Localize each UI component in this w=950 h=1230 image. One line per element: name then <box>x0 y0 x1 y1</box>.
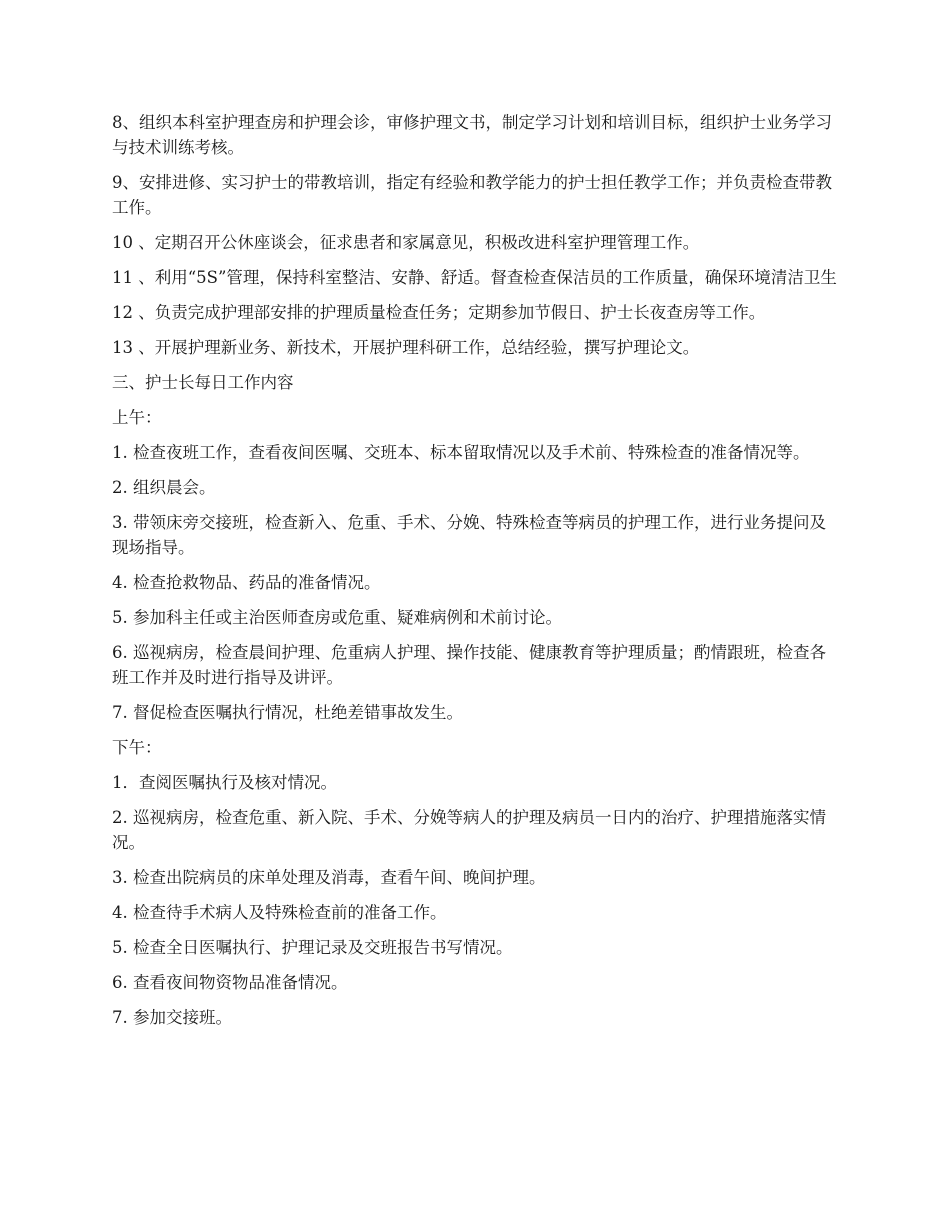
paragraph-duty-10: 10 、定期召开公休座谈会，征求患者和家属意见，积极改进科室护理管理工作。 <box>112 233 700 252</box>
morning-item-6: 6. 巡视病房，检查晨间护理、危重病人护理、操作技能、健康教育等护理质量；酌情跟班，检查各班工作并及时进行指导及讲评。 <box>112 643 826 687</box>
section-heading: 三、护士长每日工作内容 <box>112 373 294 392</box>
afternoon-item-5: 5. 检查全日医嘱执行、护理记录及交班报告书写情况。 <box>112 938 513 957</box>
afternoon-item-7: 7. 参加交接班。 <box>112 1008 232 1027</box>
paragraph-duty-8: 8、组织本科室护理查房和护理会诊，审修护理文书，制定学习计划和培训目标，组织护士业务学习与技术训练考核。 <box>112 113 832 157</box>
paragraph-duty-11: 11 、利用“5S”管理，保持科室整洁、安静、舒适。督查检查保洁员的工作质量，确保环境清洁卫生 <box>112 268 837 287</box>
morning-item-3: 3. 带领床旁交接班，检查新入、危重、手术、分娩、特殊检查等病员的护理工作，进行业务提问及现场指导。 <box>112 513 826 557</box>
afternoon-item-4: 4. 检查待手术病人及特殊检查前的准备工作。 <box>112 903 447 922</box>
morning-item-7: 7. 督促检查医嘱执行情况，杜绝差错事故发生。 <box>112 703 463 722</box>
morning-item-1: 1. 检查夜班工作，查看夜间医嘱、交班本、标本留取情况以及手术前、特殊检查的准备情况等。 <box>112 443 810 462</box>
afternoon-item-6: 6. 查看夜间物资物品准备情况。 <box>112 973 348 992</box>
paragraph-duty-12: 12 、负责完成护理部安排的护理质量检查任务；定期参加节假日、护士长夜查房等工作。 <box>112 303 766 322</box>
afternoon-item-3: 3. 检查出院病员的床单处理及消毒，查看午间、晚间护理。 <box>112 868 546 887</box>
paragraph-duty-13: 13 、开展护理新业务、新技术，开展护理科研工作，总结经验，撰写护理论文。 <box>112 338 700 357</box>
morning-item-2: 2. 组织晨会。 <box>112 478 216 497</box>
afternoon-heading: 下午： <box>112 738 162 757</box>
afternoon-item-2: 2. 巡视病房，检查危重、新入院、手术、分娩等病人的护理及病员一日内的治疗、护理措施落实情况。 <box>112 808 826 852</box>
morning-item-5: 5. 参加科主任或主治医师查房或危重、疑难病例和术前讨论。 <box>112 608 562 627</box>
document-body <box>112 110 840 1040</box>
afternoon-item-1: 1．查阅医嘱执行及核对情况。 <box>112 773 337 792</box>
paragraph-duty-9: 9、安排进修、实习护士的带教培训，指定有经验和教学能力的护士担任教学工作；并负责检查带教工作。 <box>112 173 832 217</box>
morning-heading: 上午： <box>112 408 162 427</box>
morning-item-4: 4. 检查抢救物品、药品的准备情况。 <box>112 573 381 592</box>
